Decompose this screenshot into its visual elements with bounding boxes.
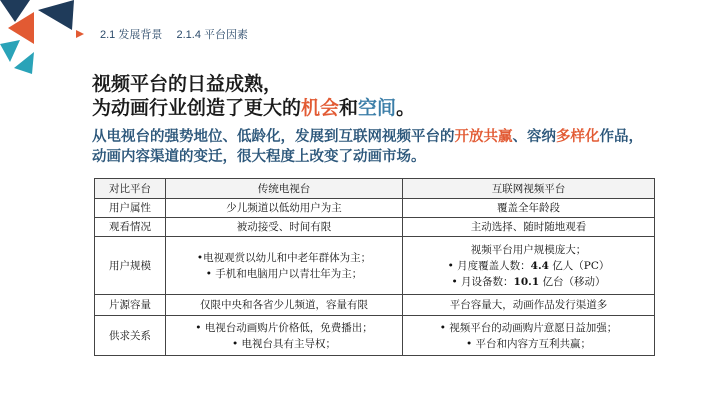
- highlight-open-win: 开放共赢: [454, 129, 513, 145]
- section-number: 2.1: [100, 29, 116, 41]
- page-headline: [92, 72, 415, 120]
- row-label: 观看情况: [95, 218, 166, 237]
- cell-line: • 视频平台的动画购片意愿日益加强；: [439, 321, 618, 334]
- headline-line-2: [92, 96, 415, 120]
- teal-triangle-bottom: [14, 52, 34, 74]
- stat-unit: 亿台（移动）: [539, 275, 606, 288]
- header-internet-video: 互联网视频平台: [403, 179, 655, 199]
- tv-cell: 被动接受、时间有限: [166, 218, 403, 237]
- description-text-b: 、容纳: [512, 129, 556, 145]
- comparison-table: [94, 178, 655, 356]
- subsection-name: 平台因素: [204, 29, 249, 41]
- section-name: 发展背景: [118, 29, 163, 41]
- headline-text: 为动画行业创造了更大的: [92, 97, 302, 119]
- cell-line: • 电视台动画购片价格低，免费播出；: [195, 321, 373, 334]
- cell-line: 视频平台用户规模庞大；: [470, 243, 587, 256]
- stat-unit: 亿人（PC）: [548, 259, 610, 272]
- headline-and: 和: [339, 97, 359, 119]
- row-label: 用户属性: [95, 199, 166, 218]
- cell-line: • 平台和内容方互利共赢；: [465, 337, 592, 350]
- teal-triangle-left: [0, 40, 20, 62]
- table-header-row: [95, 179, 655, 199]
- net-cell: 主动选择、随时随地观看: [403, 218, 655, 237]
- table-row: [95, 237, 655, 295]
- net-cell: [403, 237, 655, 295]
- description-paragraph: [92, 127, 652, 167]
- row-label: 片源容量: [95, 295, 166, 316]
- row-label: 供求关系: [95, 316, 166, 356]
- tv-cell: [166, 237, 403, 295]
- subsection-number: 2.1.4: [176, 29, 201, 41]
- description-text-c: 作品，动画内容渠道的变迁，很大程度上改变了动画市场。: [92, 129, 643, 165]
- tv-cell: 少儿频道以低幼用户为主: [166, 199, 403, 218]
- headline-period: 。: [396, 97, 416, 119]
- orange-arrow-marker: [76, 30, 84, 38]
- stat-value: 4.4: [530, 259, 549, 272]
- corner-decoration: [0, 0, 90, 80]
- net-cell: [403, 316, 655, 356]
- table-row: [95, 199, 655, 218]
- header-traditional-tv: 传统电视台: [166, 179, 403, 199]
- table-row: [95, 218, 655, 237]
- stat-label: • 月度覆盖人数：: [447, 259, 531, 272]
- cell-line: •电视观赏以幼儿和中老年群体为主；: [196, 251, 372, 264]
- net-cell: 覆盖全年龄段: [403, 199, 655, 218]
- net-cell: 平台容量大，动画作品发行渠道多: [403, 295, 655, 316]
- highlight-diversified: 多样化: [556, 129, 600, 145]
- cell-line: • 电视台具有主导权；: [231, 337, 337, 350]
- stat-label: • 月设备数：: [451, 275, 514, 288]
- headline-line-1: 视频平台的日益成熟，: [92, 73, 283, 95]
- tv-cell: 仅限中央和各省少儿频道，容量有限: [166, 295, 403, 316]
- highlight-opportunity: 机会: [301, 97, 340, 119]
- navy-triangle-right: [38, 0, 74, 30]
- section-breadcrumb: [100, 26, 248, 42]
- table-row: [95, 316, 655, 356]
- cell-line: • 手机和电脑用户以青壮年为主；: [205, 267, 363, 280]
- table-row: [95, 295, 655, 316]
- cell-line: [407, 258, 650, 274]
- row-label: 用户规模: [95, 237, 166, 295]
- highlight-space: 空间: [358, 97, 397, 119]
- description-text-a: 从电视台的强势地位、低龄化，发展到互联网视频平台的: [92, 129, 455, 145]
- tv-cell: [166, 316, 403, 356]
- stat-value: 10.1: [513, 275, 540, 288]
- header-platform: 对比平台: [95, 179, 166, 199]
- cell-line: [407, 274, 650, 290]
